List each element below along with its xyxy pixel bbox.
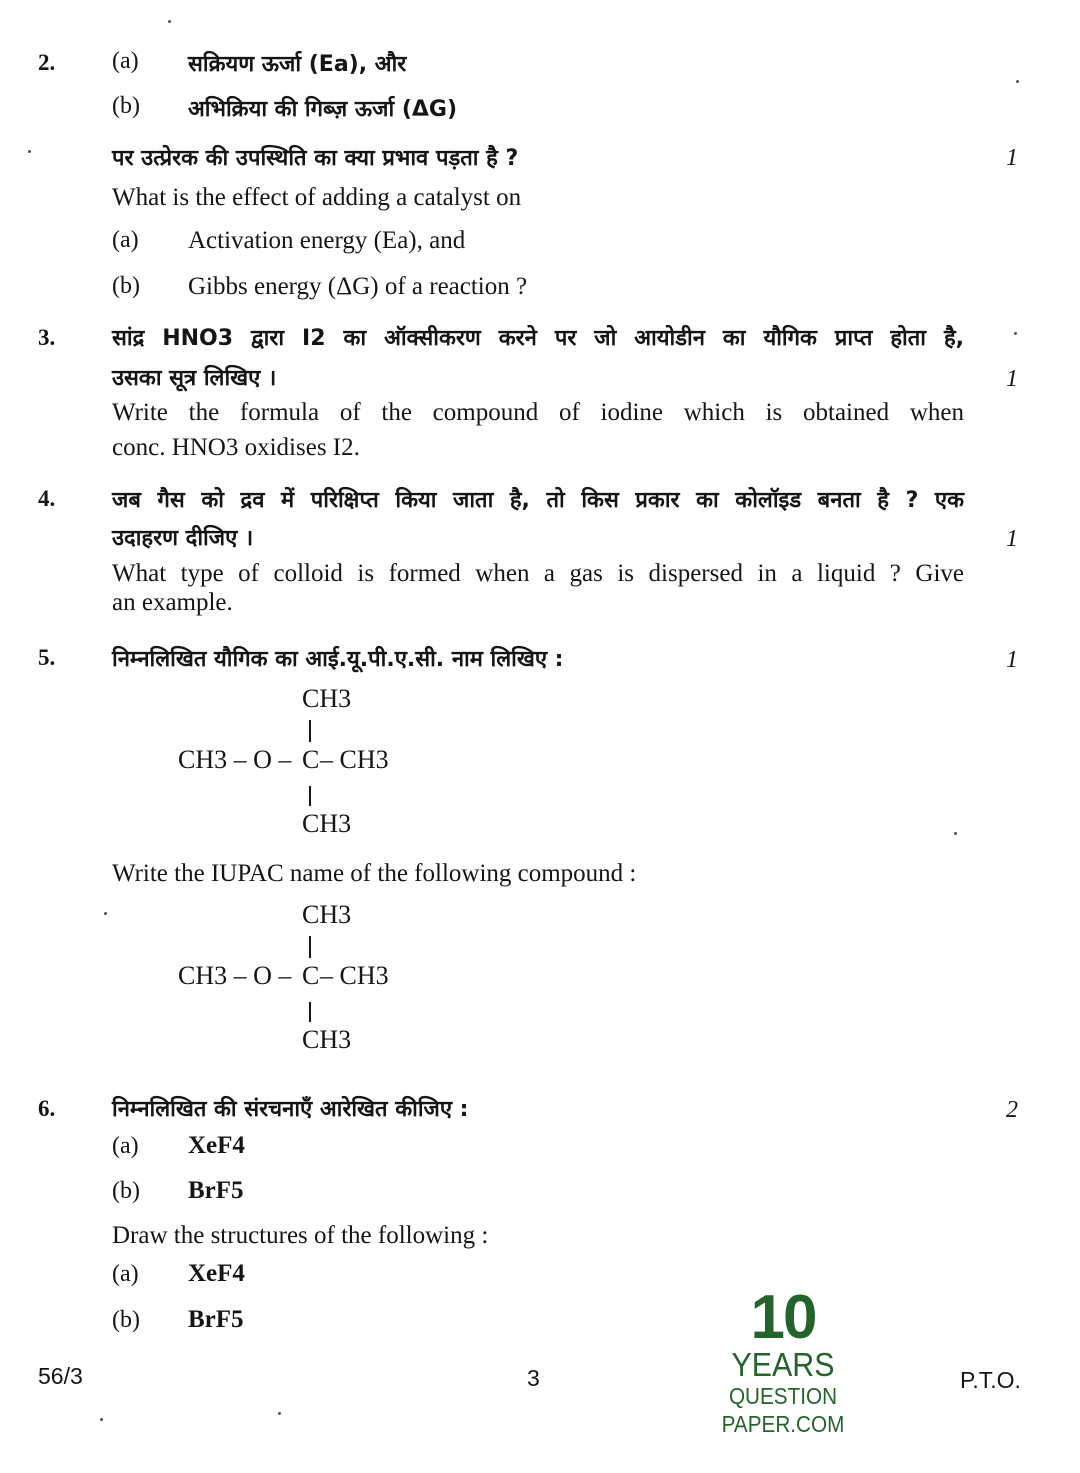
structure-right-group: – CH3 xyxy=(320,961,389,990)
structure-left-group: CH3 – O – xyxy=(178,745,292,774)
pto-label: P.T.O. xyxy=(960,1367,1021,1393)
structure-center-carbon: C xyxy=(302,745,320,774)
q2-hi-b-text: अभिक्रिया की गिब्ज़ ऊर्जा (ΔG) xyxy=(188,97,458,122)
q5-en-text: Write the IUPAC name of the following compound : xyxy=(112,860,637,887)
q6-en-b-label: (b) xyxy=(112,1307,140,1333)
watermark-number: 10 xyxy=(750,1283,816,1352)
q4-en-line2: an example. xyxy=(112,589,233,616)
bond-line xyxy=(309,720,311,742)
q6-en-a-text: XeF4 xyxy=(188,1260,245,1287)
q4-en-line1: What type of colloid is formed when a gas is dispersed in a liquid ? Give xyxy=(112,560,964,587)
bond-line xyxy=(309,936,311,958)
q3-hi-line1: सांद्र HNO3 द्वारा I2 का ऑक्सीकरण करने पर जो आयोडीन का यौगिक प्राप्त होता है, xyxy=(112,326,964,351)
q2-en-a-text: Activation energy (Ea), and xyxy=(188,227,466,254)
q2-marks: 1 xyxy=(1006,145,1018,171)
scan-speck xyxy=(28,150,31,153)
q5-number: 5. xyxy=(38,645,56,670)
q3-en-line2: conc. HNO3 oxidises I2. xyxy=(112,434,360,461)
q6-en-a-label: (a) xyxy=(112,1261,139,1287)
q2-hi-question: पर उत्प्रेरक की उपस्थिति का क्या प्रभाव पड़ता है ? xyxy=(112,146,519,171)
structure-bottom-group: CH3 xyxy=(302,1025,352,1054)
structure-bottom-group: CH3 xyxy=(302,809,352,838)
scan-speck xyxy=(1014,332,1017,335)
q2-number: 2. xyxy=(38,50,56,75)
q6-hi-b-text: BrF5 xyxy=(188,1177,244,1204)
q6-hi-b-label: (b) xyxy=(112,1178,140,1204)
structure-top-group: CH3 xyxy=(302,684,352,713)
structure-top-group: CH3 xyxy=(302,900,352,929)
q6-hi-text: निम्नलिखित की संरचनाएँ आरेखित कीजिए : xyxy=(112,1097,469,1122)
q4-hi-line1: जब गैस को द्रव में परिक्षिप्त किया जाता है, तो किस प्रकार का कोलॉइड बनता है ? एक xyxy=(112,488,964,513)
q6-number: 6. xyxy=(38,1096,56,1121)
bond-line xyxy=(309,786,311,806)
q3-hi-line2: उसका सूत्र लिखिए । xyxy=(112,366,277,391)
structure-center-carbon: C xyxy=(302,961,320,990)
q4-hi-line2: उदाहरण दीजिए । xyxy=(112,526,254,551)
structure-right-group: – CH3 xyxy=(320,745,389,774)
q6-hi-a-text: XeF4 xyxy=(188,1132,245,1159)
paper-code: 56/3 xyxy=(38,1363,83,1389)
q2-en-b-label: (b) xyxy=(112,273,140,299)
watermark-word: YEARS xyxy=(731,1346,835,1383)
q2-hi-a-text: सक्रियण ऊर्जा (Ea), और xyxy=(188,52,407,77)
bond-line xyxy=(309,1002,311,1022)
scan-speck xyxy=(100,1418,103,1421)
scan-speck xyxy=(104,912,107,915)
q4-marks: 1 xyxy=(1006,526,1018,552)
scan-speck xyxy=(278,1412,281,1415)
q6-hi-a-label: (a) xyxy=(112,1133,139,1159)
q3-number: 3. xyxy=(38,325,56,350)
scan-speck xyxy=(1016,80,1019,83)
scan-speck xyxy=(168,20,171,23)
q2-hi-b-label: (b) xyxy=(112,93,140,119)
q2-hi-a-label: (a) xyxy=(112,48,139,74)
q2-en-a-label: (a) xyxy=(112,227,139,253)
watermark-site: QUESTION PAPER.COM xyxy=(721,1383,845,1437)
q5-marks: 1 xyxy=(1006,647,1018,673)
structure-left-group: CH3 – O – xyxy=(178,961,292,990)
q2-en-b-text: Gibbs energy (ΔG) of a reaction ? xyxy=(188,273,528,300)
page-number: 3 xyxy=(527,1365,540,1391)
watermark-logo xyxy=(668,1283,898,1438)
q5-hi-text: निम्नलिखित यौगिक का आई.यू.पी.ए.सी. नाम लिखिए : xyxy=(112,647,564,672)
q4-number: 4. xyxy=(38,486,56,511)
q3-en-line1: Write the formula of the compound of iodine which is obtained when xyxy=(112,399,964,426)
q6-marks: 2 xyxy=(1006,1097,1018,1123)
scan-speck xyxy=(954,832,957,835)
q6-en-b-text: BrF5 xyxy=(188,1306,244,1333)
q6-en-text: Draw the structures of the following : xyxy=(112,1222,489,1249)
q2-en-question: What is the effect of adding a catalyst on xyxy=(112,184,522,211)
q3-marks: 1 xyxy=(1006,366,1018,392)
